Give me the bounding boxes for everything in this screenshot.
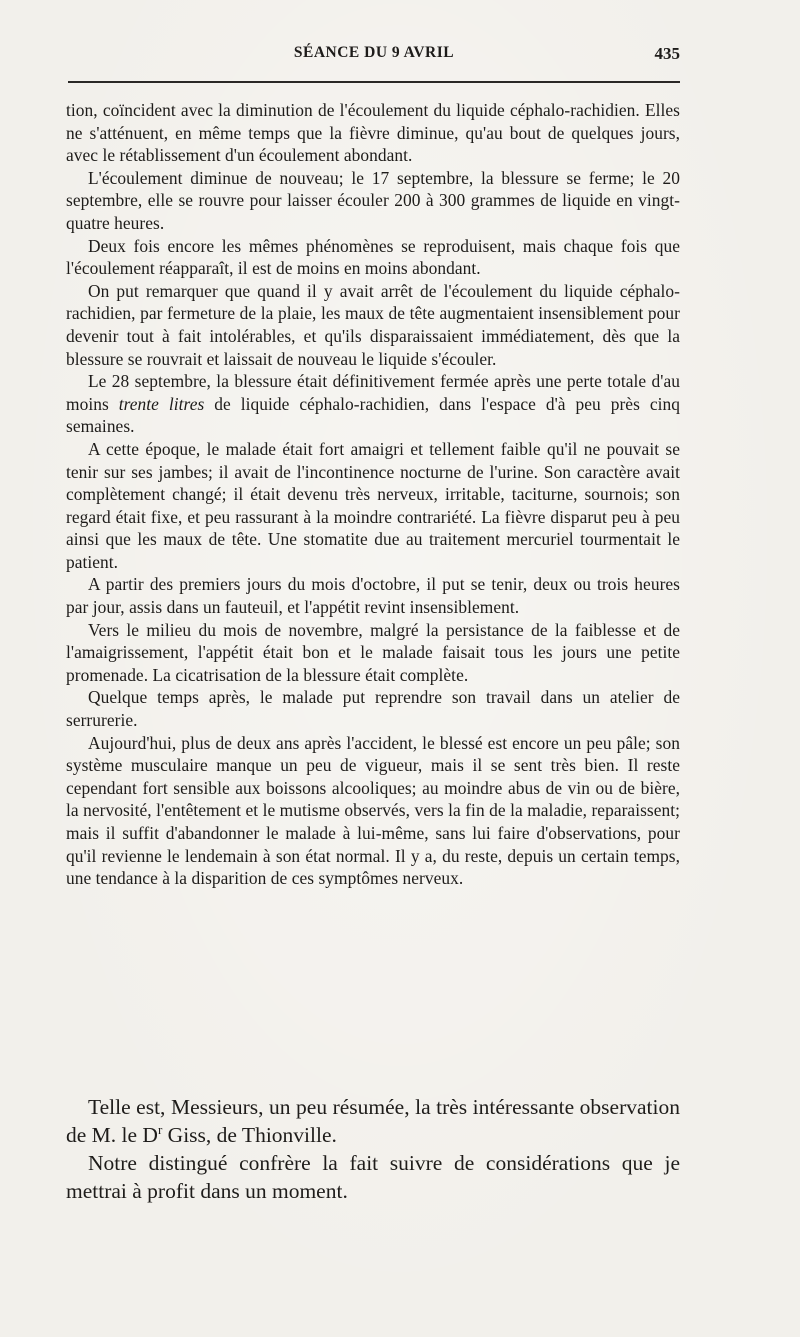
- closing-text: Giss, de Thionville.: [162, 1123, 337, 1147]
- paragraph: Aujourd'hui, plus de deux ans après l'accident, le blessé est encore un peu pâle; son système musculaire manque un peu de vigueur, mais il se sent très bien. Il reste cependant fort sensible aux boissons alcooliques; au moindre abus de vin ou de bière, la nervosité, l'entêtement et le mutisme observés, vers la fin de la maladie, reparaissent; mais il suffit d'abandonner le malade à lui-même, sans lui faire d'observations, pour qu'il revienne le lendemain à son état normal. Il y a, du reste, depuis un certain temps, une tendance à la disparition de ces symptômes nerveux.: [66, 732, 680, 889]
- running-head: [68, 44, 680, 70]
- paragraph: Deux fois encore les mêmes phénomènes se reproduisent, mais chaque fois que l'écoulement réapparaît, il est de moins en moins abondant.: [66, 235, 680, 279]
- superscript: r: [157, 1121, 163, 1137]
- closing-remarks: [66, 1093, 680, 1205]
- paragraph-text: de liquide céphalo-rachidien, dans l'espace d'à peu près cinq semaines.: [66, 393, 680, 437]
- closing-paragraph: [66, 1093, 680, 1149]
- paragraph: A cette époque, le malade était fort amaigri et tellement faible qu'il ne pouvait se tenir sur ses jambes; il avait de l'incontinence nocturne de l'urine. Son caractère avait complètement changé; il était devenu très nerveux, irritable, taciturne, sournois; son regard était fixe, et peu rassurant à la moindre contrariété. La fièvre disparut peu à peu ainsi que les maux de tête. Une stomatite due au traitement mercuriel tourmentait le patient.: [66, 438, 680, 572]
- paragraph: L'écoulement diminue de nouveau; le 17 septembre, la blessure se ferme; le 20 septembre, elle se rouvre pour laisser écouler 200 à 300 grammes de liquide en vingt-quatre heures.: [66, 167, 680, 233]
- paragraph-continuation: tion, coïncident avec la diminution de l'écoulement du liquide céphalo-rachidien. Elles ne s'atténuent, en même temps que la fièvre diminue, qu'au bout de quelques jours, avec le rétablissement d'un écoulement abondant.: [66, 100, 680, 166]
- closing-paragraph: Notre distingué confrère la fait suivre de considérations que je mettrai à profit dans un moment.: [66, 1151, 680, 1203]
- page-number: 435: [654, 44, 680, 63]
- running-title: SÉANCE DU 9 AVRIL: [293, 44, 455, 61]
- paragraph: Quelque temps après, le malade put reprendre son travail dans un atelier de serrurerie.: [66, 687, 680, 731]
- paragraph: Vers le milieu du mois de novembre, malgré la persistance de la faiblesse et de l'amaigrissement, l'appétit était bon et le malade faisait tous les jours une petite promenade. La cicatrisation de la blessure était complète.: [66, 619, 680, 685]
- body-text: [66, 99, 680, 890]
- closing-text: Telle est, Messieurs, un peu résumée, la très intéressante observation de M. le D: [66, 1095, 680, 1147]
- paragraph: A partir des premiers jours du mois d'octobre, il put se tenir, deux ou trois heures par jour, assis dans un fauteuil, et l'appétit revint insensiblement.: [66, 574, 680, 618]
- header-rule: [68, 81, 680, 83]
- paragraph: [66, 370, 680, 438]
- paragraph-text: Le 28 septembre, la blessure était définitivement fermée après une perte totale d'au moins: [66, 371, 680, 414]
- paragraph: On put remarquer que quand il y avait arrêt de l'écoulement du liquide céphalo-rachidien, par fermeture de la plaie, les maux de tête augmentaient insensiblement pour devenir tout à fait intolérables, et qu'ils disparaissaient immédiatement, dès que la blessure se rouvrait et laissait de nouveau le liquide s'écouler.: [66, 280, 680, 369]
- italic-phrase: trente litres: [118, 393, 205, 414]
